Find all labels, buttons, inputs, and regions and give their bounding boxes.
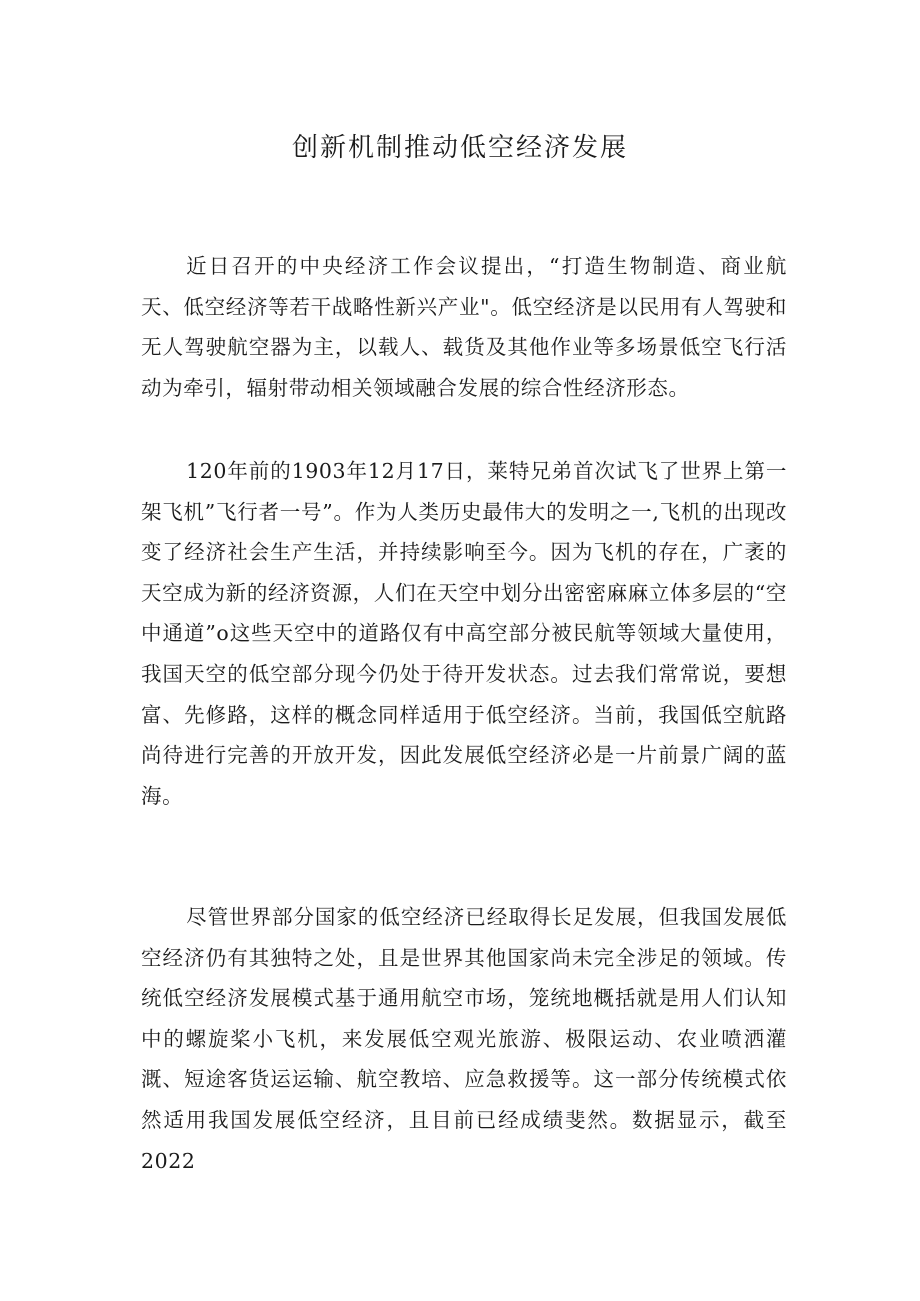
paragraph-1: 近日召开的中央经济工作会议提出，“打造生物制造、商业航天、低空经济等若干战略性新兴产业"。低空经济是以民用有人驾驶和无人驾驶航空器为主，以载人、载货及其他作业等多场景低空飞行活动为牵引，辐射带动相关领域融合发展的综合性经济形态。: [141, 254, 787, 400]
page-title: 创新机制推动低空经济发展: [291, 133, 628, 163]
paragraph-3: 尽管世界部分国家的低空经济已经取得长足发展，但我国发展低空经济仍有其独特之处，且是世界其他国家尚未完全涉足的领域。传统低空经济发展模式基于通用航空市场，笼统地概括就是用人们认知中的螺旋桨小飞机，来发展低空观光旅游、极限运动、农业喷洒灌溉、短途客货运运输、航空教培、应急救援等。这一部分传统模式依然适用我国发展低空经济，且目前已经成绩斐然。数据显示，截至2022: [141, 905, 787, 1173]
paragraph-2: 120年前的1903年12月17日，莱特兄弟首次试飞了世界上第一架飞机”飞行者一号”。作为人类历史最伟大的发明之一,飞机的出现改变了经济社会生产生活，并持续影响至今。因为飞机的存在，广袤的天空成为新的经济资源，人们在天空中划分出密密麻麻立体多层的“空中通道”o这些天空中的道路仅有中高空部分被民航等领域大量使用，我国天空的低空部分现今仍处于待开发状态。过去我们常常说，要想富、先修路，这样的概念同样适用于低空经济。当前，我国低空航路尚待进行完善的开放开发，因此发展低空经济必是一片前景广阔的蓝海。: [141, 459, 787, 808]
